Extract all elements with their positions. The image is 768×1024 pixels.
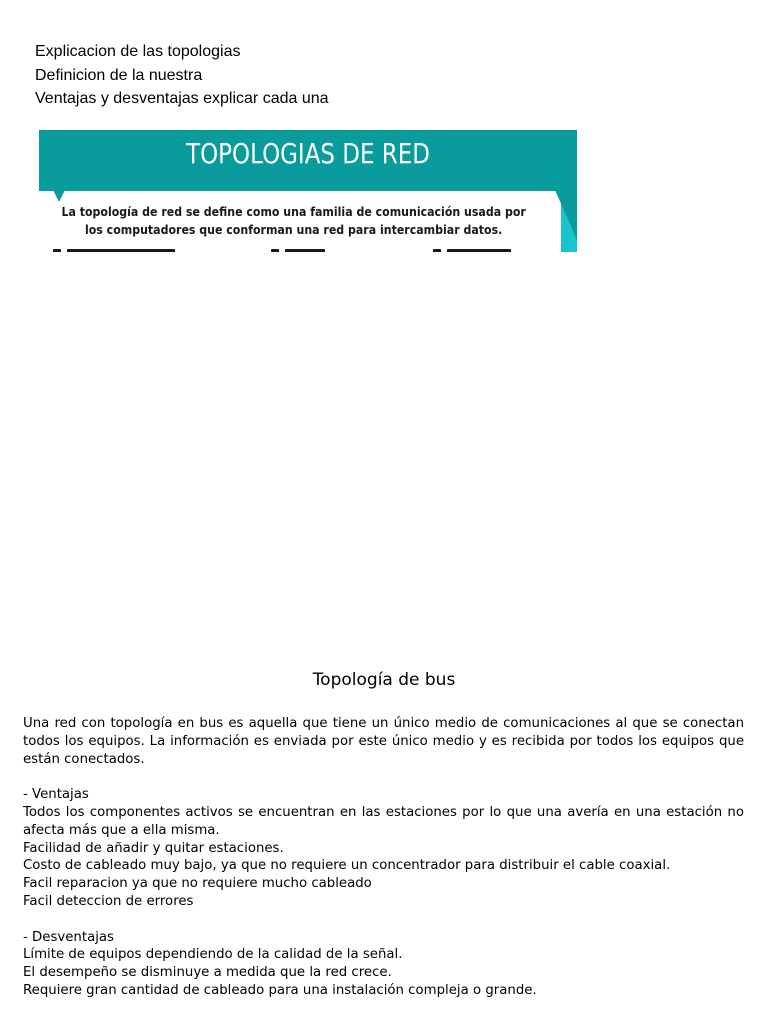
intro-notes <box>35 40 329 111</box>
banner-description <box>49 203 526 239</box>
intro-line: Ventajas y desventajas explicar cada una <box>35 90 329 107</box>
banner-desc-line: La topología de red se define como una familia de comunicación usada por <box>61 204 526 219</box>
ventaja-item: Todos los componentes activos se encuentran en las estaciones por lo que una avería en una estación no afecta más que a ella misma. <box>23 804 744 838</box>
banner-title: TOPOLOGIAS DE RED <box>186 137 430 170</box>
ventaja-item: Facil deteccion de errores <box>23 893 194 909</box>
banner-side-fold <box>555 190 577 240</box>
intro-line: Explicacion de las topologias <box>35 43 241 60</box>
section-body <box>23 715 744 1000</box>
section-title: Topología de bus <box>312 670 456 690</box>
banner-desc-line: los computadores que conforman una red para intercambiar datos. <box>84 222 503 237</box>
desventajas-heading: - Desventajas <box>23 929 114 945</box>
ventaja-item: Facilidad de añadir y quitar estaciones. <box>23 840 284 856</box>
desventaja-item: Límite de equipos dependiendo de la calidad de la señal. <box>23 947 403 963</box>
section-intro-paragraph: Una red con topología en bus es aquella que tiene un único medio de comunicaciones al que se conectan todos los equipos. La información es enviada por este único medio y es recibida por todos los equipos que están conectados. <box>23 716 744 767</box>
banner-cropped-text <box>53 249 523 252</box>
ventaja-item: Costo de cableado muy bajo, ya que no requiere un concentrador para distribuir el cable coaxial. <box>23 858 671 874</box>
ventajas-heading: - Ventajas <box>23 787 89 803</box>
desventaja-item: Requiere gran cantidad de cableado para una instalación compleja o grande. <box>23 982 537 998</box>
ventaja-item: Facil reparacion ya que no requiere mucho cableado <box>23 876 372 892</box>
topologias-banner-image <box>39 130 577 252</box>
speech-tail-icon <box>53 190 65 202</box>
intro-line: Definicion de la nuestra <box>35 66 203 84</box>
desventaja-item: El desempeño se disminuye a medida que la red crece. <box>23 965 392 981</box>
